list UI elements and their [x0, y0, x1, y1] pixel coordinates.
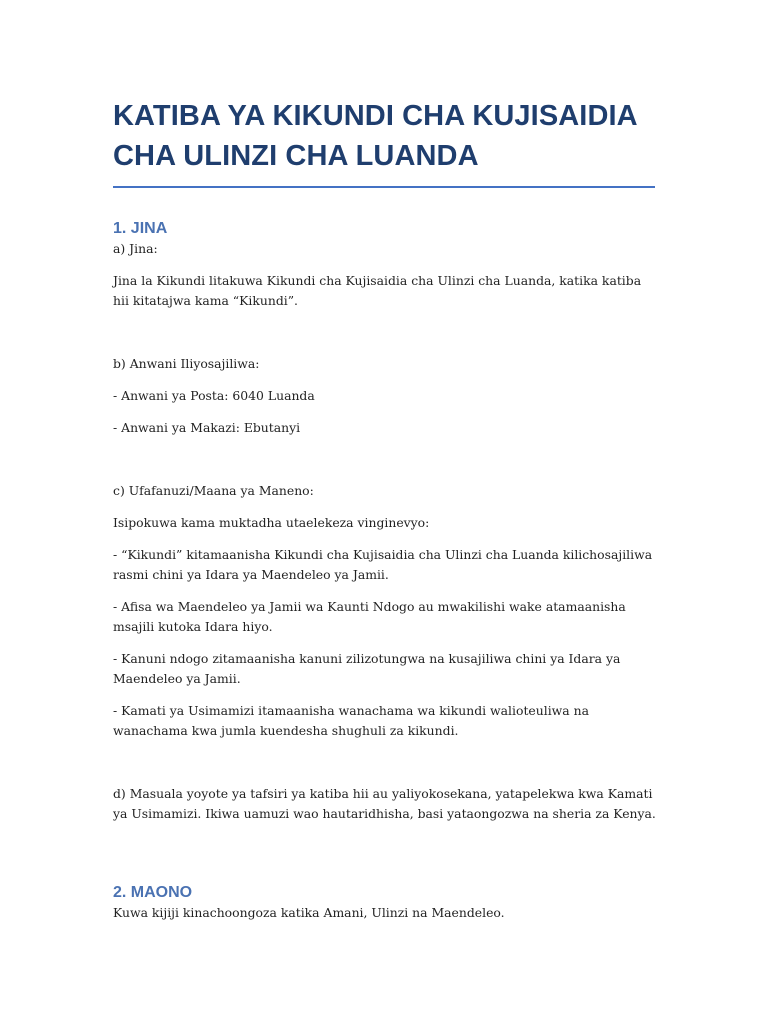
subsection-a-text: Jina la Kikundi litakuwa Kikundi cha Kujisaidia cha Ulinzi cha Luanda, katika katiba hii kitatajwa kama “Kikundi”. [113, 273, 642, 308]
address-postal: - Anwani ya Posta: 6040 Luanda [113, 388, 315, 403]
definition-kamati: - Kamati ya Usimamizi itamaanisha wanachama wa kikundi walioteuliwa na wanachama kwa jumla kuendesha shughuli za kikundi. [113, 703, 589, 738]
definition-kikundi: - “Kikundi” kitamaanisha Kikundi cha Kujisaidia cha Ulinzi cha Luanda kilichosajiliwa rasmi chini ya Idara ya Maendeleo ya Jamii. [113, 547, 653, 582]
address-physical: - Anwani ya Makazi: Ebutanyi [113, 420, 301, 435]
section-heading-jina: 1. JINA [113, 220, 168, 237]
subsection-b-label: b) Anwani Iliyosajiliwa: [113, 356, 260, 371]
title-underline-rule [113, 186, 655, 188]
definition-afisa: - Afisa wa Maendeleo ya Jamii wa Kaunti Ndogo au mwakilishi wake atamaanisha msajili kutoka Idara hiyo. [113, 599, 626, 634]
subsection-d-text: d) Masuala yoyote ya tafsiri ya katiba hii au yaliyokosekana, yatapelekwa kwa Kamati ya Usimamizi. Ikiwa uamuzi wao hautaridhisha, basi yataongozwa na sheria za Kenya. [113, 786, 656, 821]
title-line-2: CHA ULINZI CHA LUANDA [113, 140, 479, 172]
subsection-c-intro: Isipokuwa kama muktadha utaelekeza vinginevyo: [113, 515, 430, 530]
section-heading-maono: 2. MAONO [113, 884, 193, 901]
document-title [113, 96, 655, 176]
definition-kanuni: - Kanuni ndogo zitamaanisha kanuni zilizotungwa na kusajiliwa chini ya Idara ya Maendeleo ya Jamii. [113, 651, 621, 686]
subsection-a-label: a) Jina: [113, 241, 158, 256]
vision-text: Kuwa kijiji kinachoongoza katika Amani, Ulinzi na Maendeleo. [113, 905, 505, 920]
subsection-c-label: c) Ufafanuzi/Maana ya Maneno: [113, 483, 314, 498]
title-line-1: KATIBA YA KIKUNDI CHA KUJISAIDIA [113, 100, 638, 132]
